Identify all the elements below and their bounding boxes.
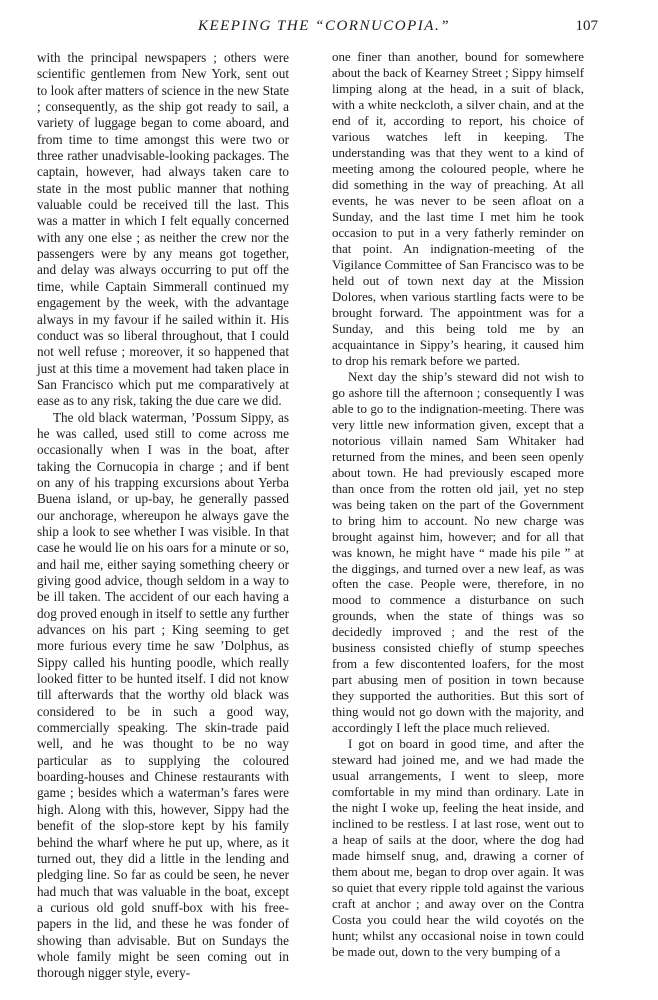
paragraph: with the principal newspapers ; others were scientific gentlemen from New York, sent out to look after matters of science in the new State ; consequently, as the ship got ready to sail, a variety of luggage began to come aboard, and from time to time amongst this were two or three rather unadvisable-looking packages. The captain, however, had always taken care to state in the most public manner that nothing valuable could be received till the last. This was a matter in which I felt equally concerned with any one else ; as neither the crew nor the passengers were by any means got together, and delay was always occurring to put off the time, while Captain Simmerall continued my engagement by the week, with the advantage always in my favour if he sailed within it. His conduct was so liberal throughout, that I could not well refuse ; moreover, it so happened that just at this time a movement had taken place in San Francisco which put me comparatively at ease as to any risk, taking the due care we did. [37, 50, 289, 409]
paragraph: I got on board in good time, and after the steward had joined me, and we had made the usual arrangements, I went to sleep, more comfortable in my mind than ordinary. Late in the night I woke up, feeling the heat inside, and inclined to be restless. I at last rose, went out to a heap of sails at the door, where the dog had made himself snug, and, drawing a corner of them about me, began to drop over again. It was so quiet that every ripple told against the various craft at anchor ; and away over on the Contra Costa you could hear the wild coyotés on the hunt; whilst any occasional noise in town could be made out, down to the very bumping of a [332, 737, 584, 960]
running-header [50, 18, 598, 46]
page-number: 107 [575, 18, 598, 34]
paragraph: one finer than another, bound for somewhere about the back of Kearney Street ; Sippy himself limping along at the head, in a suit of black, with a white neckcloth, a silver chain, and at the end of it, according to report, his choice of various watches left in keeping. The understanding was that they went to a kind of meeting among the coloured people, where he did something in the way of preaching. At all events, he was never to be seen afloat on a Sunday, and the last time I met him he took occasion to put in a very fatherly reminder on that point. An indignation-meeting of the Vigilance Committee of San Francisco was to be held out of town next day at the Mission Dolores, when various startling facts were to be brought forward. The appointment was for a Sunday, and this being told me by an acquaintance in Sippy’s hearing, it caused him to drop his remark before we parted. [332, 50, 584, 368]
paragraph: The old black waterman, ’Possum Sippy, as he was called, used still to come across me occasionally when I was in the boat, after taking the Cornucopia in charge ; and if bent on any of his trapping excursions about Yerba Buena island, or up-bay, he generally passed our anchorage, whereupon he always gave the ship a look to see whether I was visible. In that case he would lie on his oars for a minute or so, and hail me, either saying something cheery or giving good advice, though seldom in a way to be ill taken. The accident of our each having a dog proved enough in itself to settle any further advances on his part ; King seeming to get more furious every time he saw ’Dolphus, as Sippy called his hunting poodle, which really looked fitter to be hunted itself. I did not know till afterwards that the worthy old black was considered to be in such a good way, commercially speaking. The skin-trade paid well, and he was thought to be no way particular as to supplying the coloured boarding-houses and Chinese restaurants with game ; besides which a waterman’s fares were high. Along with this, however, Sippy had the benefit of the slop-store kept by his family behind the wharf where he put up, where, as it turned out, they did a little in the lending and pledging line. So far as could be seen, he never had much that was valuable in the boat, except a curious old gold snuff-box with his free-papers in the lid, and these he was fonder of showing than advisable. But on Sundays the whole family might be seen coming out in thorough nigger style, every- [37, 409, 289, 981]
right-column [332, 50, 584, 961]
left-column [37, 50, 289, 982]
running-title: KEEPING THE “CORNUCOPIA.” [197, 18, 451, 34]
paragraph: Next day the ship’s steward did not wish to go ashore till the afternoon ; consequently I was able to go to the indignation-meeting. There was very little new information given, except that a notorious villain named Sam Whitaker had returned from the mines, and been seen openly about town. He had previously escaped more than once from the rotten old jail, yet no step was being taken on the part of the Government to bring him to account. No new charge was brought against him, however; and for all that was known, he might have “ made his pile ” at the diggings, and turned over a new leaf, as was often the case. People were, therefore, in no mood to commence a disturbance on such grounds, when the state of things was so decidedly improved ; and the rest of the business consisted chiefly of stump speeches from a few discontented loafers, for the most part abusing men of position in town because they supported the authorities. But this sort of thing would not go down with the majority, and accordingly I left the place much relieved. [332, 369, 584, 736]
